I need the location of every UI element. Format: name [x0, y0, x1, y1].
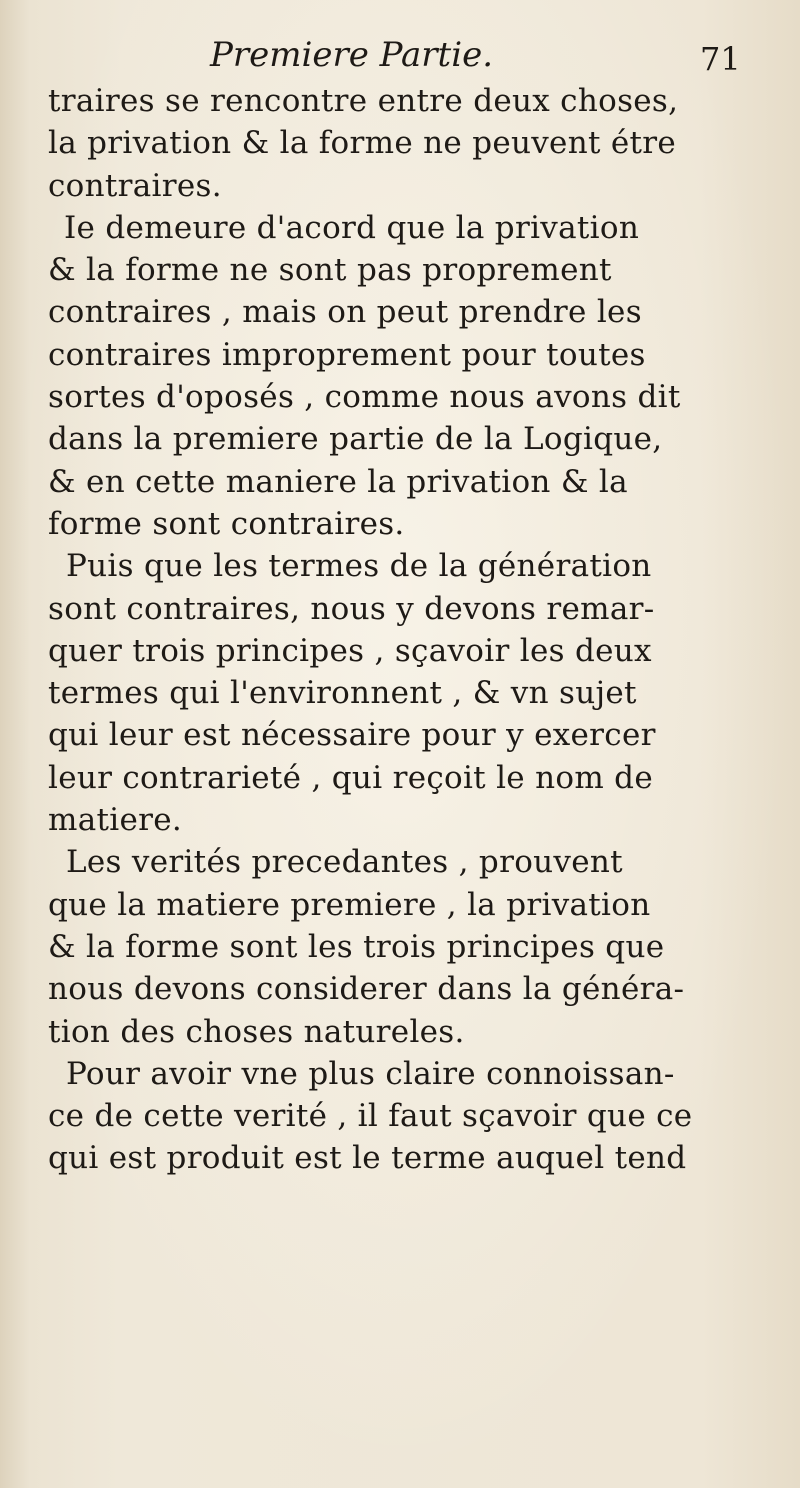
text-line: leur contrarieté , qui reçoit le nom de — [48, 759, 653, 796]
text-line: qui leur est nécessaire pour y exercer — [48, 717, 656, 754]
text-line: traires se rencontre entre deux choses, — [48, 83, 679, 119]
text-line: contraires. — [48, 167, 222, 204]
text-line: termes qui l'environnent , & vn sujet — [48, 675, 637, 712]
text-line: la privation & la forme ne peuvent étre — [48, 125, 677, 162]
text-line: nous devons considerer dans la généra- — [48, 971, 685, 1008]
text-line: que la matiere premiere , la privation — [48, 886, 651, 923]
text-line: contraires , mais on peut prendre les — [48, 294, 642, 331]
paragraph-start-line: Puis que les termes de la génération — [66, 548, 652, 585]
text-line: quer trois principes , sçavoir les deux — [48, 632, 652, 669]
running-head-title: Premiere Partie. — [210, 35, 494, 75]
text-line: qui est produit est le terme auquel tend — [48, 1140, 687, 1177]
paragraph-start-line: Ie demeure d'acord que la privation — [64, 209, 640, 246]
text-line: sortes d'oposés , comme nous avons dit — [48, 379, 681, 416]
text-line: & la forme ne sont pas proprement — [48, 252, 612, 289]
text-line: contraires improprement pour toutes — [48, 336, 646, 373]
page-number: 71 — [700, 40, 741, 78]
paragraph-start-line: Pour avoir vne plus claire connoissan- — [66, 1055, 675, 1092]
text-line: dans la premiere partie de la Logique, — [48, 421, 663, 458]
text-line: sont contraires, nous y devons remar- — [48, 590, 655, 627]
text-line: tion des choses natureles. — [48, 1013, 465, 1050]
text-line: ce de cette verité , il faut sçavoir que ce — [48, 1098, 693, 1135]
body-text — [48, 80, 778, 1180]
text-line: & la forme sont les trois principes que — [48, 928, 665, 965]
text-line: & en cette maniere la privation & la — [48, 463, 628, 500]
text-line: matiere. — [48, 802, 183, 839]
running-head — [0, 30, 800, 80]
text-line: forme sont contraires. — [48, 505, 405, 542]
paragraph-start-line: Les verités precedantes , prouvent — [66, 844, 623, 881]
